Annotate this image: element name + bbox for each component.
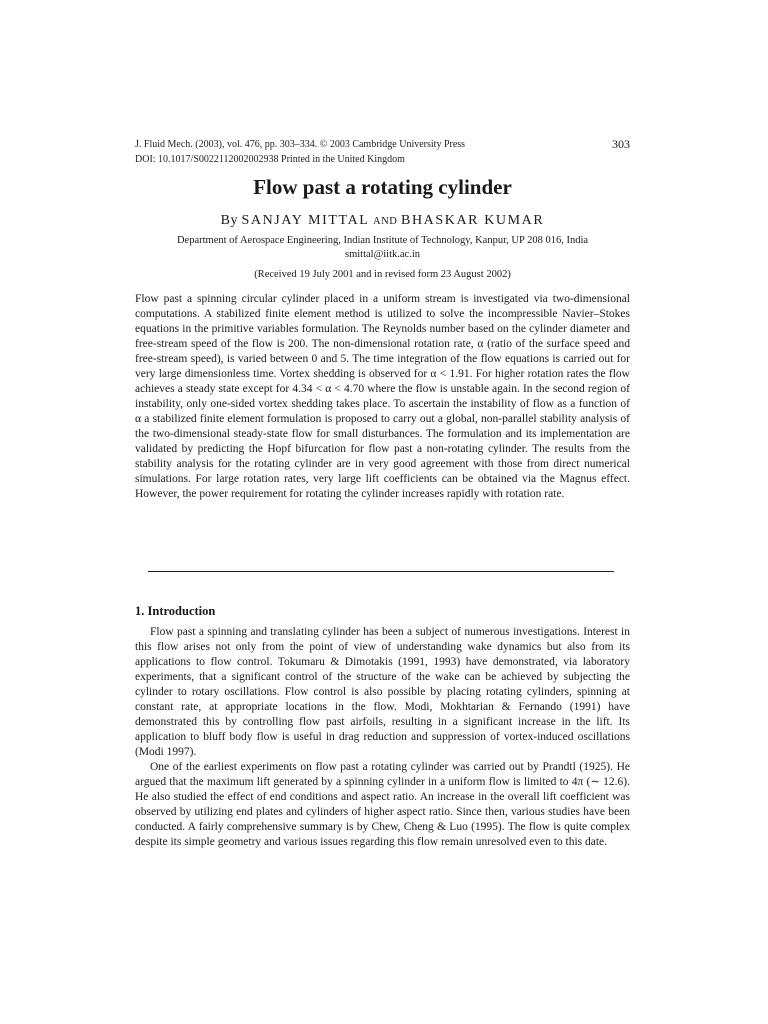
affiliation-address: Department of Aerospace Engineering, Indian Institute of Technology, Kanpur, UP 208 016, India — [176, 235, 589, 246]
by-label: By — [220, 213, 238, 228]
doi-line: DOI: 10.1017/S0022112002002938 Printed in the United Kingdom — [135, 154, 405, 165]
page-number: 303 — [612, 137, 630, 151]
body-paragraph: One of the earliest experiments on flow past a rotating cylinder was carried out by Prandtl (1925). He argued that the maximum lift generated by a spinning cylinder in a uniform flow is limited to 4π (∼ 12.6). He also studied the effect of end conditions and aspect ratio. An increase in the overall lift coefficient was observed by utilizing end plates and cylinders of higher aspect ratio. Since then, various studies have been conducted. A fairly comprehensive summary is by Chew, Cheng & Luo (1995). The flow is quite complex despite its simple geometry and various issues regarding this flow remain unresolved even to this date. — [135, 761, 630, 848]
introduction-body — [135, 625, 630, 850]
affiliation — [135, 234, 630, 262]
paper-title: Flow past a rotating cylinder — [253, 175, 512, 199]
body-paragraph: Flow past a spinning and translating cylinder has been a subject of numerous investigations. Interest in this flow arises not only from the point of view of understanding wake dynamics but also from its applications to flow control. Tokumaru & Dimotakis (1991, 1993) have demonstrated, via laboratory experiments, that a significant control of the structure of the wake can be achieved by subjecting the cylinder to rotary oscillations. Flow control is also possible by placing rotating cylinders, spinning at constant rate, at appropriate locations in the flow. Modi, Mokhtarian & Fernando (1991) have demonstrated this by controlling flow past airfoils, resulting in a significant increase in the lift. Its application to bluff body flow is useful in drag reduction and suppression of vortex-induced oscillations (Modi 1997). — [135, 626, 630, 758]
author-email[interactable]: smittal@iitk.ac.in — [345, 249, 420, 260]
author-line — [135, 211, 630, 232]
abstract: Flow past a spinning circular cylinder placed in a uniform stream is investigated via two-dimensional computations. A stabilized finite element method is utilized to solve the incompressible Navier–Stokes equations in the primitive variables formulation. The Reynolds number based on the cylinder diameter and free-stream speed of the flow is 200. The non-dimensional rotation rate, α (ratio of the surface speed and free-stream speed), is varied between 0 and 5. The time integration of the flow equations is carried out for very large dimensionless time. Vortex shedding is observed for α < 1.91. For higher rotation rates the flow achieves a steady state except for 4.34 < α < 4.70 where the flow is unstable again. In the second region of instability, only one-sided vortex shedding takes place. To ascertain the instability of flow as a function of α a stabilized finite element formulation is proposed to carry out a global, non-parallel stability analysis of the two-dimensional steady-state flow for small disturbances. The formulation and its implementation are validated by predicting the Hopf bifurcation for flow past a non-rotating cylinder. The results from the stability analysis for the rotating cylinder are in very good agreement with those from direct numerical simulations. For large rotation rates, very large lift coefficients can be obtained via the Magnus effect. However, the power requirement for rotating the cylinder increases rapidly with rotation rate. — [135, 293, 630, 500]
journal-header — [135, 137, 465, 167]
author-conjunction: AND — [372, 216, 398, 227]
journal-citation: J. Fluid Mech. (2003), vol. 476, pp. 303–334. © 2003 Cambridge University Press — [135, 139, 466, 150]
author-name: BHASKAR KUMAR — [401, 213, 545, 228]
section-heading: 1. Introduction — [135, 604, 216, 618]
author-name: SANJAY MITTAL — [241, 213, 370, 228]
received-dates: (Received 19 July 2001 and in revised form 23 August 2002) — [254, 269, 511, 280]
download-notice — [3, 96, 17, 1004]
abstract-divider — [148, 571, 614, 572]
